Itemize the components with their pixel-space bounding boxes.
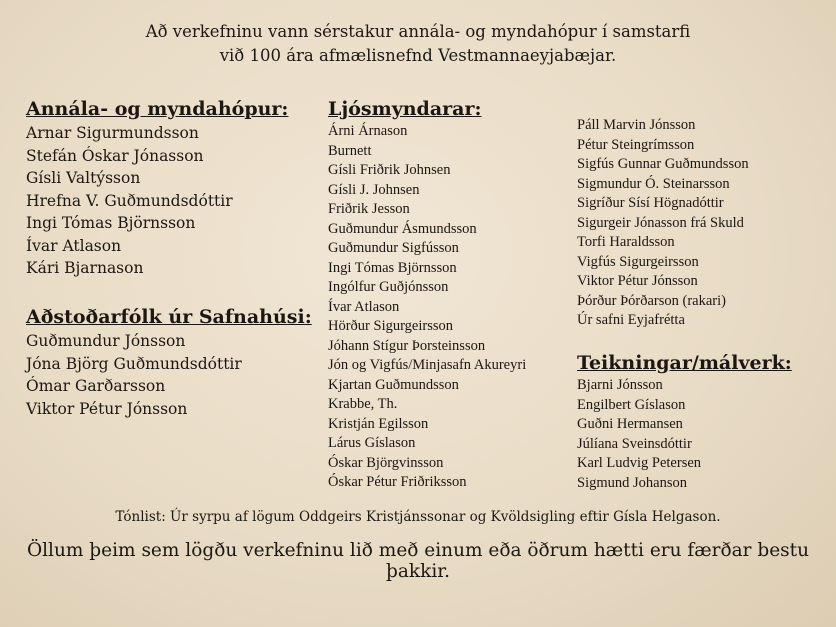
- name-item: Páll Marvin Jónsson: [577, 117, 696, 133]
- ljosmyndarar-section: [328, 98, 526, 493]
- name-item: Sigmundur Ó. Steinarsson: [577, 175, 730, 192]
- annala-section: [26, 98, 288, 280]
- ljosmyndarar-heading: Ljósmyndarar:: [328, 98, 482, 120]
- name-item: Gísli Friðrik Johnsen: [328, 162, 451, 178]
- name-item: Ingólfur Guðjónsson: [328, 279, 449, 295]
- annala-heading: Annála- og myndahópur:: [26, 98, 289, 120]
- thanks-text: Öllum þeim sem lögðu verkefninu lið með einum eða öðrum hætti eru færðar bestu þakkir.: [26, 540, 810, 582]
- name-item: Vigfús Sigurgeirsson: [577, 253, 699, 270]
- adstod-section: [26, 306, 312, 420]
- name-item: Viktor Pétur Jónsson: [26, 399, 188, 418]
- name-item: Stefán Óskar Jónasson: [26, 146, 204, 165]
- name-item: Kári Bjarnason: [26, 259, 144, 277]
- name-item: Lárus Gíslason: [328, 435, 416, 451]
- name-item: Kjartan Guðmundsson: [328, 376, 459, 393]
- teikningar-list: [577, 376, 792, 493]
- name-item: Engilbert Gíslason: [577, 396, 686, 413]
- name-item: Sigríður Sísí Högnadóttir: [577, 195, 724, 211]
- name-item: Krabbe, Th.: [328, 396, 398, 412]
- name-item: Júlíana Sveinsdóttir: [577, 435, 692, 452]
- name-item: Karl Ludvig Petersen: [577, 455, 702, 471]
- intro-line-1: Að verkefninu vann sérstakur annála- og myndahópur í samstarfi: [145, 22, 691, 41]
- name-item: Gísli J. Johnsen: [328, 181, 420, 198]
- name-item: Ómar Garðarsson: [26, 377, 166, 395]
- name-item: Ingi Tómas Björnsson: [26, 214, 196, 232]
- annala-list: [26, 122, 288, 280]
- adstod-heading: Aðstoðarfólk úr Safnahúsi:: [26, 306, 312, 328]
- name-item: Árni Árnason: [328, 123, 408, 139]
- name-item: Guðmundur Ásmundsson: [328, 220, 477, 237]
- name-item: Friðrik Jesson: [328, 201, 410, 217]
- name-item: Ívar Atlason: [328, 298, 400, 315]
- name-item: Þórður Þórðarson (rakari): [577, 292, 726, 309]
- name-item: Hörður Sigurgeirsson: [328, 318, 453, 334]
- name-item: Ingi Tómas Björnsson: [328, 259, 457, 276]
- name-item: Torfi Haraldsson: [577, 234, 675, 250]
- name-item: Bjarni Jónsson: [577, 377, 663, 393]
- ljosmyndarar-list: [328, 122, 526, 493]
- name-item: Kristján Egilsson: [328, 415, 429, 432]
- ljosmyndarar-continued-section: [577, 116, 749, 331]
- name-item: Jóna Björg Guðmundsdóttir: [26, 354, 242, 373]
- name-item: Guðmundur Jónsson: [26, 332, 186, 350]
- name-item: Sigmund Johanson: [577, 474, 687, 491]
- name-item: Sigurgeir Jónasson frá Skuld: [577, 214, 744, 231]
- music-credit: Tónlist: Úr syrpu af lögum Oddgeirs Kristjánssonar og Kvöldsigling eftir Gísla Helgason.: [115, 509, 721, 525]
- teikningar-heading: Teikningar/málverk:: [577, 352, 792, 374]
- name-item: Jón og Vigfús/Minjasafn Akureyri: [328, 357, 527, 373]
- name-item: Úr safni Eyjafrétta: [577, 312, 685, 328]
- intro-line-2: við 100 ára afmælisnefnd Vestmannaeyjabæjar.: [219, 46, 617, 65]
- name-item: Hrefna V. Guðmundsdóttir: [26, 191, 233, 210]
- name-item: Burnett: [328, 142, 372, 159]
- name-item: Guðmundur Sigfússon: [328, 240, 459, 256]
- name-item: Ívar Atlason: [26, 236, 122, 255]
- name-item: Sigfús Gunnar Guðmundsson: [577, 156, 749, 172]
- name-item: Pétur Steingrímsson: [577, 136, 695, 153]
- teikningar-section: [577, 352, 792, 493]
- name-item: Óskar Björgvinsson: [328, 454, 444, 471]
- ljosmyndarar-continued-list: [577, 116, 749, 331]
- adstod-list: [26, 330, 312, 420]
- name-item: Arnar Sigurmundsson: [26, 124, 199, 142]
- name-item: Guðni Hermansen: [577, 416, 683, 432]
- name-item: Óskar Pétur Friðriksson: [328, 474, 467, 490]
- name-item: Gísli Valtýsson: [26, 169, 141, 187]
- intro-text: [0, 20, 836, 68]
- name-item: Jóhann Stígur Þorsteinsson: [328, 337, 486, 354]
- name-item: Viktor Pétur Jónsson: [577, 273, 698, 289]
